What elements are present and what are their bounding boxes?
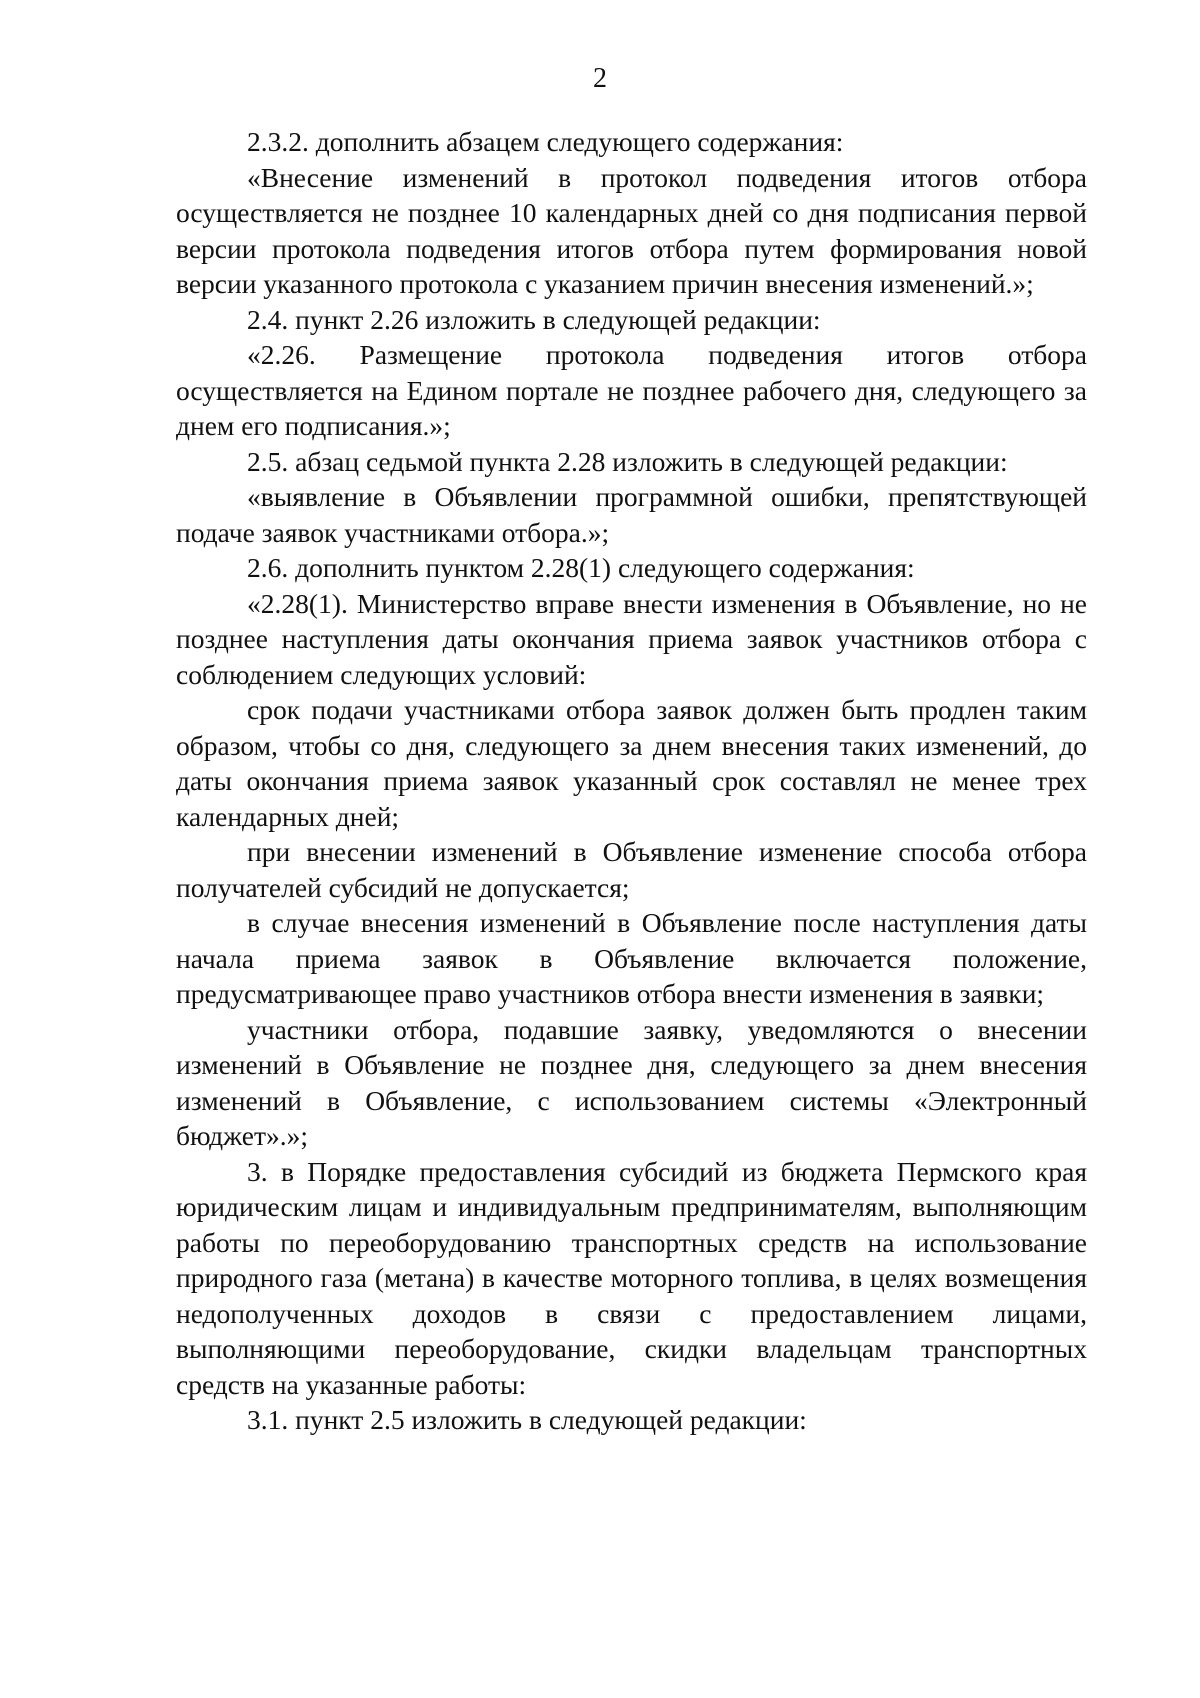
paragraph-2-28-1: «2.28(1). Министерство вправе внести изменения в Объявление, но не позднее наступления даты окончания приема заявок участников отбора с соблюдением следующих условий: xyxy=(176,587,1087,690)
paragraph-3-1: 3.1. пункт 2.5 изложить в следующей редакции: xyxy=(247,1404,807,1435)
paragraph-protocol-changes: «Внесение изменений в протокол подведения итогов отбора осуществляется не позднее 10 календарных дней со дня подписания первой версии протокола подведения итогов отбора путем формирования новой версии указанного протокола с указанием причин внесения изменений.»; xyxy=(176,161,1087,299)
page-number: 2 xyxy=(593,63,607,94)
document-body xyxy=(176,124,1087,1438)
paragraph-2-5: 2.5. абзац седьмой пункта 2.28 изложить в следующей редакции: xyxy=(247,445,1008,477)
paragraph-3: 3. в Порядке предоставления субсидий из бюджета Пермского края юридическим лицам и индивидуальным предпринимателям, выполняющим работы по переоборудованию транспортных средств на использование природного газа (метана) в качестве моторного топлива, в целях возмещения недополученных доходов в связи с предоставлением лицами, выполняющими переоборудование, скидки владельцам транспортных средств на указанные работы: xyxy=(176,1155,1087,1400)
paragraph-application-changes: в случае внесения изменений в Объявление после наступления даты начала приема заявок в Объявление включается положение, предусматривающее право участников отбора внести изменения в заявки; xyxy=(176,907,1087,1009)
paragraph-2-4: 2.4. пункт 2.26 изложить в следующей редакции: xyxy=(247,303,821,335)
paragraph-program-error: «выявление в Объявлении программной ошибки, препятствующей подаче заявок участниками отбора.»; xyxy=(176,481,1087,548)
paragraph-method-unchanged: при внесении изменений в Объявление изменение способа отбора получателей субсидий не допускается; xyxy=(176,836,1087,903)
paragraph-2-3-2: 2.3.2. дополнить абзацем следующего содержания: xyxy=(247,126,844,157)
paragraph-2-6: 2.6. дополнить пунктом 2.28(1) следующего содержания: xyxy=(247,552,915,583)
paragraph-2-26: «2.26. Размещение протокола подведения итогов отбора осуществляется на Едином портале не позднее рабочего дня, следующего за днем его подписания.»; xyxy=(176,339,1087,441)
paragraph-notification: участники отбора, подавшие заявку, уведомляются о внесении изменений в Объявление не позднее дня, следующего за днем внесения изменений в Объявление, с использованием системы «Электронный бюджет».»; xyxy=(176,1013,1087,1151)
paragraph-deadline-extension: срок подачи участниками отбора заявок должен быть продлен таким образом, чтобы со дня, следующего за днем внесения таких изменений, до даты окончания приема заявок указанный срок составлял не менее трех календарных дней; xyxy=(176,694,1087,832)
